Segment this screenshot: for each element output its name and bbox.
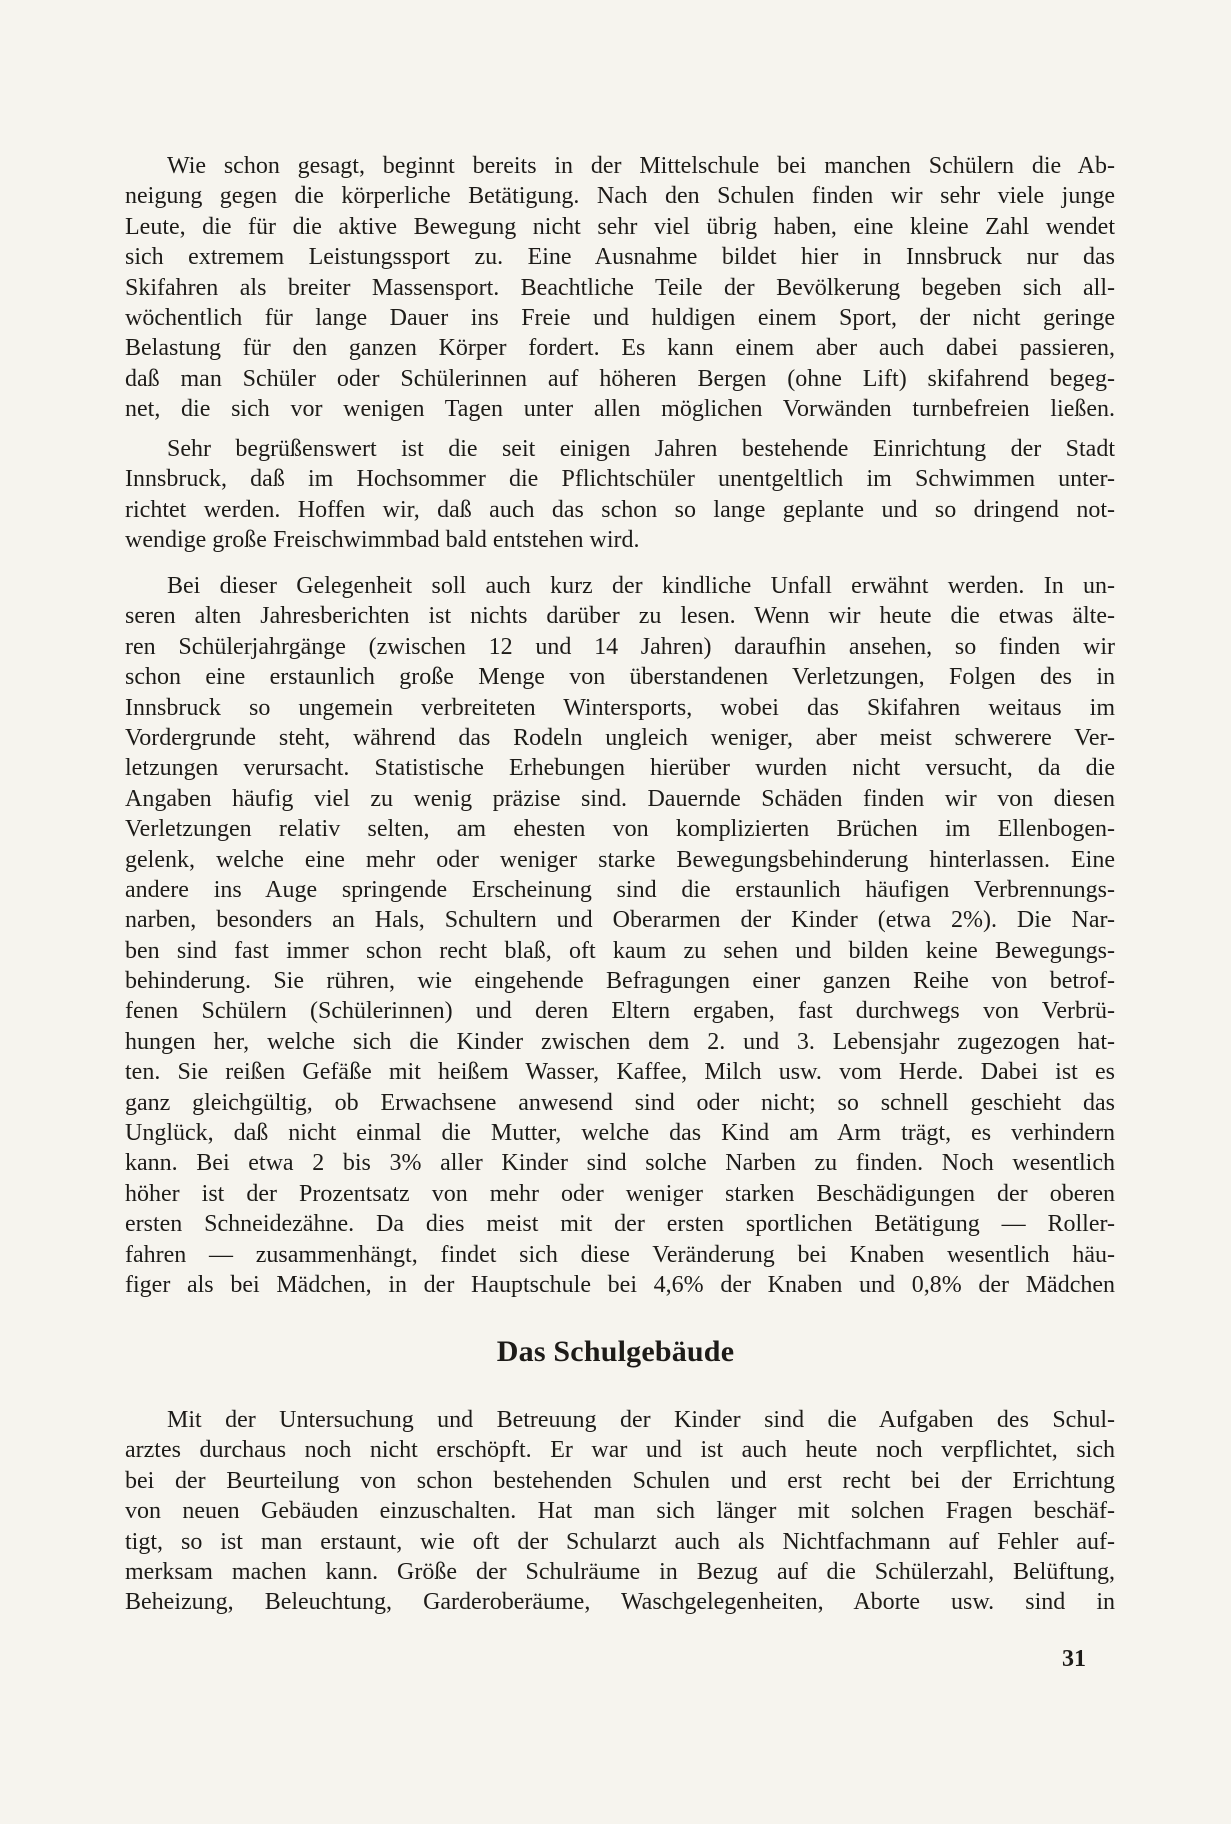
text-line: figer als bei Mädchen, in der Hauptschule bei 4,6% der Knaben und 0,8% der Mädchen (125, 1271, 1115, 1298)
text-line: wöchentlich für lange Dauer ins Freie und huldigen einem Sport, der nicht geringe (125, 304, 1115, 331)
text-line: von neuen Gebäuden einzuschalten. Hat man sich länger mit solchen Fragen beschäf- (125, 1498, 1115, 1525)
text-line: behinderung. Sie rühren, wie eingehende Befragungen einer ganzen Reihe von betrof- (125, 968, 1115, 995)
text-line: Bei dieser Gelegenheit soll auch kurz der kindliche Unfall erwähnt werden. In un- (167, 573, 1115, 599)
text-line: ersten Schneidezähne. Da dies meist mit der ersten sportlichen Betätigung — Roller- (125, 1211, 1115, 1238)
text-line: Angaben häufig viel zu wenig präzise sind. Dauernde Schäden finden wir von diesen (125, 785, 1115, 812)
text-line: arztes durchaus noch nicht erschöpft. Er war und ist auch heute noch verpflichtet, sich (125, 1437, 1115, 1464)
section-heading: Das Schulgebäude (496, 1335, 735, 1368)
text-line: Skifahren als breiter Massensport. Beachtliche Teile der Bevölkerung begeben sich all- (125, 274, 1115, 301)
text-line: Wie schon gesagt, beginnt bereits in der Mittelschule bei manchen Schülern die Ab- (167, 153, 1115, 179)
text-line: bei der Beurteilung von schon bestehenden Schulen und erst recht bei der Errichtung (125, 1467, 1115, 1494)
text-line: fahren — zusammenhängt, findet sich diese Veränderung bei Knaben wesentlich häu- (125, 1241, 1115, 1268)
text-line: fenen Schülern (Schülerinnen) und deren Eltern ergaben, fast durchwegs von Verbrü- (125, 998, 1115, 1025)
text-line: kann. Bei etwa 2 bis 3% aller Kinder sind solche Narben zu finden. Noch wesentlich (125, 1150, 1115, 1177)
text-line: Innsbruck so ungemein verbreiteten Wintersports, wobei das Skifahren weitaus im (125, 694, 1115, 721)
text-line: wendige große Freischwimmbad bald entstehen wird. (125, 527, 640, 554)
text-line: tigt, so ist man erstaunt, wie oft der Schularzt auch als Nichtfachmann auf Fehler auf- (125, 1528, 1115, 1555)
text-line: Sehr begrüßenswert ist die seit einigen Jahren bestehende Einrichtung der Stadt (167, 436, 1115, 462)
text-line: andere ins Auge springende Erscheinung sind die erstaunlich häufigen Verbrennungs- (125, 876, 1115, 903)
paragraph-1 (125, 151, 1115, 425)
paragraph-2 (125, 434, 1115, 556)
page-number: 31 (1062, 1646, 1086, 1672)
text-line: Beheizung, Beleuchtung, Garderoberäume, Waschgelegenheiten, Aborte usw. sind in (125, 1589, 1115, 1616)
text-line: ren Schülerjahrgänge (zwischen 12 und 14 Jahren) daraufhin ansehen, so finden wir (125, 633, 1115, 660)
text-line: Vordergrunde steht, während das Rodeln ungleich weniger, aber meist schwerere Ver- (125, 724, 1115, 751)
text-line: hungen her, welche sich die Kinder zwischen dem 2. und 3. Lebensjahr zugezogen hat- (125, 1028, 1115, 1055)
text-line: richtet werden. Hoffen wir, daß auch das schon so lange geplante und so dringend not- (125, 496, 1115, 523)
text-line: neigung gegen die körperliche Betätigung. Nach den Schulen finden wir sehr viele junge (125, 183, 1115, 210)
text-line: ben sind fast immer schon recht blaß, oft kaum zu sehen und bilden keine Bewegungs- (125, 937, 1115, 964)
text-line: Mit der Untersuchung und Betreuung der Kinder sind die Aufgaben des Schul- (167, 1407, 1115, 1433)
text-line: seren alten Jahresberichten ist nichts darüber zu lesen. Wenn wir heute die etwas älte- (125, 603, 1115, 630)
text-line: ten. Sie reißen Gefäße mit heißem Wasser, Kaffee, Milch usw. vom Herde. Dabei ist es (125, 1059, 1115, 1086)
text-line: net, die sich vor wenigen Tagen unter allen möglichen Vorwänden turnbefreien ließen. (125, 396, 1115, 423)
text-line: Innsbruck, daß im Hochsommer die Pflichtschüler unentgeltlich im Schwimmen unter- (125, 466, 1115, 493)
text-line: Verletzungen relativ selten, am ehesten von komplizierten Brüchen im Ellenbogen- (125, 816, 1115, 843)
text-line: daß man Schüler oder Schülerinnen auf höheren Bergen (ohne Lift) skifahrend begeg- (125, 365, 1115, 392)
text-line: Belastung für den ganzen Körper fordert. Es kann einem aber auch dabei passieren, (125, 335, 1115, 362)
paragraph-4 (125, 1405, 1115, 1618)
text-line: narben, besonders an Hals, Schultern und Oberarmen der Kinder (etwa 2%). Die Nar- (125, 907, 1115, 934)
text-line: Leute, die für die aktive Bewegung nicht sehr viel übrig haben, eine kleine Zahl wendet (125, 213, 1115, 240)
text-line: schon eine erstaunlich große Menge von überstandenen Verletzungen, Folgen des in (125, 664, 1115, 691)
text-line: gelenk, welche eine mehr oder weniger starke Bewegungsbehinderung hinterlassen. Eine (125, 846, 1115, 873)
text-line: merksam machen kann. Größe der Schulräume in Bezug auf die Schülerzahl, Belüftung, (125, 1558, 1115, 1585)
text-line: höher ist der Prozentsatz von mehr oder weniger starken Beschädigungen der oberen (125, 1180, 1115, 1207)
text-line: ganz gleichgültig, ob Erwachsene anwesend sind oder nicht; so schnell geschieht das (125, 1089, 1115, 1116)
text-line: sich extremem Leistungssport zu. Eine Ausnahme bildet hier in Innsbruck nur das (125, 244, 1115, 271)
text-line: Unglück, daß nicht einmal die Mutter, welche das Kind am Arm trägt, es verhindern (125, 1120, 1115, 1147)
paragraph-3 (125, 571, 1115, 1300)
text-line: letzungen verursacht. Statistische Erhebungen hierüber wurden nicht versucht, da die (125, 755, 1115, 782)
